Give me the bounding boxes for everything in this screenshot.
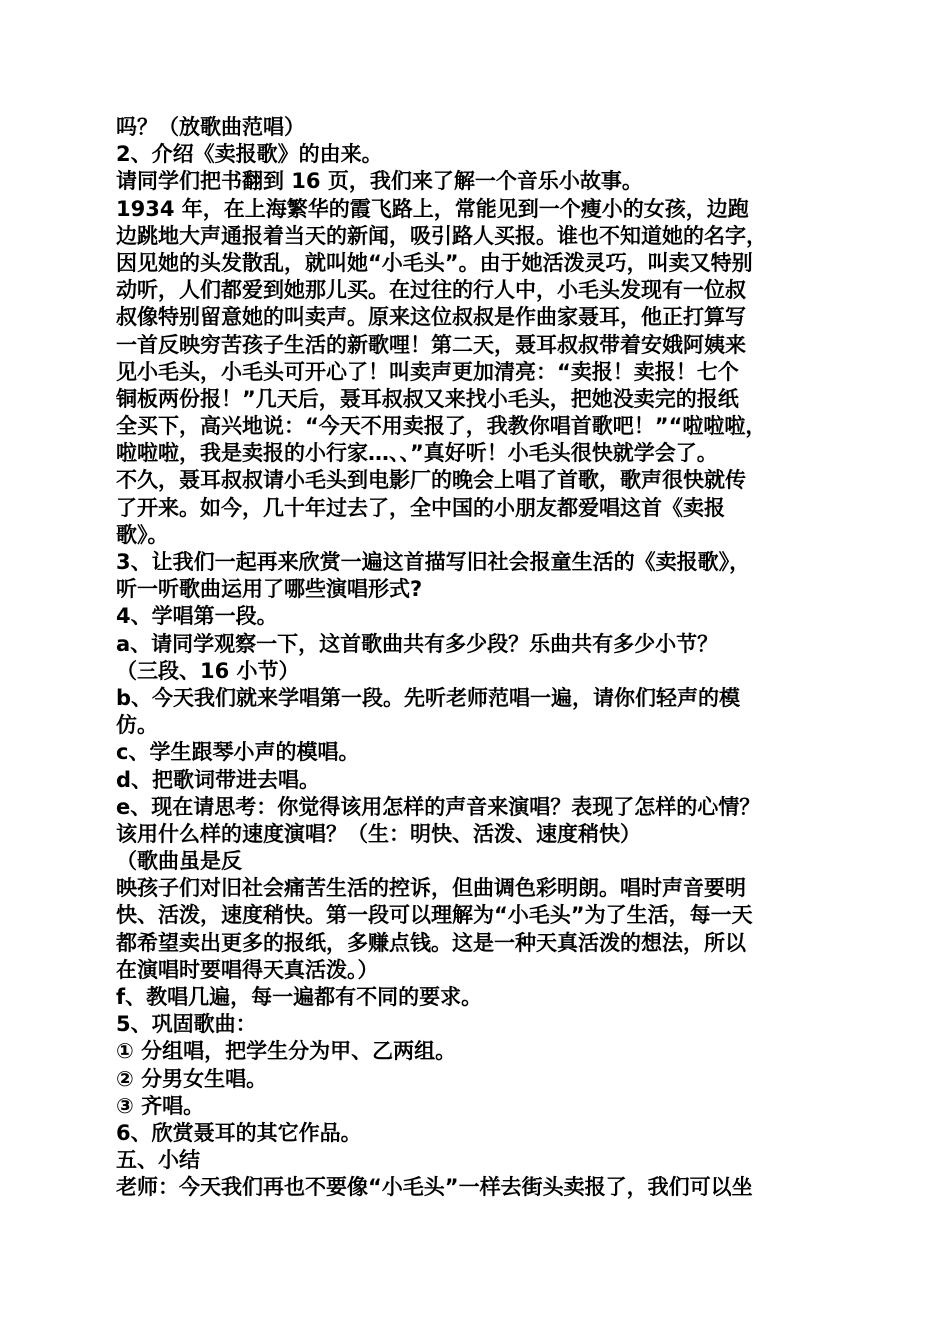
text-line: 不久，聂耳叔叔请小毛头到电影厂的晚会上唱了首歌，歌声很快就传 bbox=[116, 468, 746, 493]
text-line: 啦啦啦，我是卖报的小行家…、、”真好听！小毛头很快就学会了。 bbox=[116, 441, 718, 466]
text-line: 都希望卖出更多的报纸，多赚点钱。这是一种天真活泼的想法，所以 bbox=[116, 930, 746, 955]
text-line: 铜板两份报！”几天后，聂耳叔叔又来找小毛头，把她没卖完的报纸 bbox=[116, 386, 739, 411]
text-line: 听一听歌曲运用了哪些演唱形式? bbox=[116, 577, 423, 602]
text-line: e、现在请思考：你觉得该用怎样的声音来演唱？表现了怎样的心情？ bbox=[116, 794, 761, 819]
text-line: 请同学们把书翻到 16 页，我们来了解一个音乐小故事。 bbox=[116, 169, 643, 194]
text-line: b、今天我们就来学唱第一段。先听老师范唱一遍，请你们轻声的模 bbox=[116, 685, 741, 710]
text-line: 该用什么样的速度演唱？（生：明快、活泼、速度稍快） bbox=[116, 821, 641, 846]
text-line: 全买下，高兴地说：“今天不用卖报了，我教你唱首歌吧！”“啦啦啦， bbox=[116, 414, 767, 439]
text-line: 见小毛头，小毛头可开心了！叫卖声更加清亮：“卖报！卖报！七个 bbox=[116, 359, 739, 384]
text-line: 2、介绍《卖报歌》的由来。 bbox=[116, 142, 383, 167]
text-line: （歌曲虽是反 bbox=[116, 849, 242, 874]
text-line: 动听，人们都爱到她那儿买。在过往的行人中，小毛头发现有一位叔 bbox=[116, 278, 746, 303]
text-line: 吗？（放歌曲范唱） bbox=[116, 115, 305, 139]
text-line: 叔像特别留意她的叫卖声。原来这位叔叔是作曲家聂耳，他正打算写 bbox=[116, 305, 746, 330]
text-line: ① 分组唱，把学生分为甲、乙两组。 bbox=[116, 1039, 457, 1064]
text-line: 映孩子们对旧社会痛苦生活的控诉，但曲调色彩明朗。唱时声音要明 bbox=[116, 876, 746, 901]
text-line: c、学生跟琴小声的模唱。 bbox=[116, 740, 360, 765]
text-line: ② 分男女生唱。 bbox=[116, 1066, 268, 1091]
text-line: f、教唱几遍，每一遍都有不同的要求。 bbox=[116, 985, 483, 1009]
document-body bbox=[116, 114, 846, 1202]
text-line: 了开来。如今，几十年过去了，全中国的小朋友都爱唱这首《卖报 bbox=[116, 495, 725, 520]
text-line: 3、让我们一起再来欣赏一遍这首描写旧社会报童生活的《卖报歌》， bbox=[116, 550, 751, 574]
text-line: 边跳地大声通报着当天的新闻，吸引路人买报。谁也不知道她的名字， bbox=[116, 223, 767, 248]
text-line: 5、巩固歌曲： bbox=[116, 1012, 257, 1037]
text-line: 1934 年，在上海繁华的霞飞路上，常能见到一个瘦小的女孩，边跑 bbox=[116, 196, 749, 221]
text-line: 仿。 bbox=[116, 713, 158, 738]
text-line: 4、学唱第一段。 bbox=[116, 604, 278, 629]
text-line: ③ 齐唱。 bbox=[116, 1093, 205, 1118]
text-line: 在演唱时要唱得天真活泼。） bbox=[116, 957, 379, 982]
text-line: d、把歌词带进去唱。 bbox=[116, 767, 321, 792]
text-line: 6、欣赏聂耳的其它作品。 bbox=[116, 1120, 362, 1145]
text-line: 歌》。 bbox=[116, 522, 169, 547]
text-line: 快、活泼，速度稍快。第一段可以理解为“小毛头”为了生活，每一天 bbox=[116, 903, 753, 928]
text-line: 老师：今天我们再也不要像“小毛头”一样去街头卖报了，我们可以坐 bbox=[116, 1175, 753, 1200]
text-line: a、请同学观察一下，这首歌曲共有多少段？乐曲共有多少小节？ bbox=[116, 631, 719, 656]
text-line: 五、小结 bbox=[116, 1148, 200, 1173]
text-line: 因见她的头发散乱，就叫她“小毛头”。由于她活泼灵巧，叫卖又特别 bbox=[116, 250, 753, 275]
text-line: 一首反映穷苦孩子生活的新歌哩！第二天，聂耳叔叔带着安娥阿姨来 bbox=[116, 332, 746, 357]
text-line: （三段、16 小节） bbox=[116, 658, 300, 683]
